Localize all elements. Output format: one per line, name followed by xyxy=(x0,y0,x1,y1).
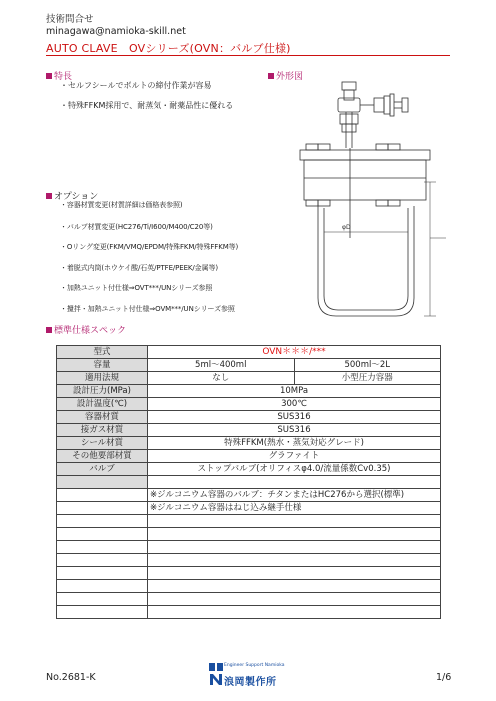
spec-row-value: 特殊FFKM(熱水・蒸気対応グレード) xyxy=(148,437,441,450)
model-label: 型式 xyxy=(57,346,148,359)
capacity-label: 容量 xyxy=(57,359,148,372)
company-logo-icon xyxy=(208,662,224,686)
title-divider xyxy=(46,55,450,56)
spec-row-label: バルブ xyxy=(57,463,148,476)
empty-label-cell xyxy=(57,567,148,580)
table-row xyxy=(57,528,441,541)
empty-value-cell xyxy=(148,515,441,528)
spec-row-label: 容器材質 xyxy=(57,411,148,424)
spec-row-label: シール材質 xyxy=(57,437,148,450)
table-row xyxy=(57,411,441,424)
table-row xyxy=(57,567,441,580)
table-row xyxy=(57,385,441,398)
bullet-square-icon xyxy=(46,73,52,79)
diameter-label: φD xyxy=(342,224,351,231)
empty-label-cell xyxy=(57,502,148,515)
table-row xyxy=(57,489,441,502)
empty-value-cell xyxy=(148,528,441,541)
spec-row-value: SUS316 xyxy=(148,411,441,424)
empty-label-cell xyxy=(57,515,148,528)
drawing-heading: 外形図 xyxy=(268,69,303,82)
spec-row-value: ストップバルブ(オリフィスφ4.0/流量係数Cv0.35) xyxy=(148,463,441,476)
law-large: 小型圧力容器 xyxy=(294,372,441,385)
autoclave-outline-drawing xyxy=(290,78,450,340)
table-row xyxy=(57,424,441,437)
table-row xyxy=(57,593,441,606)
contact-email[interactable]: minagawa@namioka-skill.net xyxy=(46,26,186,37)
law-small: なし xyxy=(148,372,295,385)
page-number: 1/6 xyxy=(436,672,452,683)
spec-row-value: 10MPa xyxy=(148,385,441,398)
table-row xyxy=(57,580,441,593)
table-row xyxy=(57,476,441,489)
option-item-5: ・加熱ユニット付仕様⇒OVT***/UNシリーズ参照 xyxy=(60,284,213,292)
empty-value-cell xyxy=(148,541,441,554)
note-1: ※ジルコニウム容器のバルブ：チタンまたはHC276から選択(標準) xyxy=(148,489,441,502)
features-heading: 特長 xyxy=(46,69,72,82)
spec-row-label: 設計圧力(MPa) xyxy=(57,385,148,398)
empty-label-cell xyxy=(57,476,148,489)
empty-value-cell xyxy=(148,567,441,580)
contact-block xyxy=(46,14,186,38)
empty-value-cell xyxy=(148,554,441,567)
law-label: 適用法規 xyxy=(57,372,148,385)
capacity-small: 5ml～400ml xyxy=(148,359,295,372)
spec-row-value: 300℃ xyxy=(148,398,441,411)
table-row xyxy=(57,359,441,372)
option-item-1: ・容器材質変更(材質詳細は価格表参照) xyxy=(60,201,183,209)
empty-value-cell xyxy=(148,476,441,489)
spec-row-label: その他要部材質 xyxy=(57,450,148,463)
note-2: ※ジルコニウム容器はねじ込み継手仕様 xyxy=(148,502,441,515)
company-name: 浪岡製作所 xyxy=(224,677,277,688)
feature-item-2: ・特殊FFKM採用で、耐蒸気・耐薬品性に優れる xyxy=(60,101,234,110)
empty-label-cell xyxy=(57,593,148,606)
empty-label-cell xyxy=(57,606,148,619)
table-row xyxy=(57,515,441,528)
option-item-6: ・攪拌・加熱ユニット付仕様⇒OVM***/UNシリーズ参照 xyxy=(60,305,235,313)
empty-label-cell xyxy=(57,489,148,502)
capacity-large: 500ml～2L xyxy=(294,359,441,372)
bullet-square-icon xyxy=(46,193,52,199)
spec-row-value: グラファイト xyxy=(148,450,441,463)
option-item-2: ・バルブ材質変更(HC276/Ti/I600/M400/C20等) xyxy=(60,223,213,231)
empty-label-cell xyxy=(57,580,148,593)
table-row xyxy=(57,554,441,567)
table-row xyxy=(57,372,441,385)
model-value: OVN＊＊＊/*** xyxy=(148,346,441,359)
option-item-3: ・Oリング変更(FKM/VMQ/EPDM/特殊FKM/特殊FFKM等) xyxy=(60,243,239,251)
spec-row-value: SUS316 xyxy=(148,424,441,437)
spec-heading: 標準仕様スペック xyxy=(46,323,126,336)
table-row xyxy=(57,463,441,476)
spec-row-label: 接ガス材質 xyxy=(57,424,148,437)
empty-label-cell xyxy=(57,528,148,541)
table-row xyxy=(57,502,441,515)
table-row xyxy=(57,541,441,554)
table-row xyxy=(57,606,441,619)
spec-row-label: 設計温度(℃) xyxy=(57,398,148,411)
company-tagline: Engineer Support Namioka xyxy=(224,663,285,668)
contact-label: 技術問合せ xyxy=(46,14,94,25)
table-row xyxy=(57,450,441,463)
feature-item-1: ・セルフシールでボルトの締付作業が容易 xyxy=(60,81,212,90)
table-row xyxy=(57,398,441,411)
document-number: No.2681-K xyxy=(46,672,96,683)
options-heading: オプション xyxy=(46,189,98,202)
bullet-square-icon xyxy=(46,327,52,333)
empty-value-cell xyxy=(148,580,441,593)
bullet-square-icon xyxy=(268,73,274,79)
empty-label-cell xyxy=(57,554,148,567)
table-row xyxy=(57,437,441,450)
empty-value-cell xyxy=(148,606,441,619)
spec-table xyxy=(56,345,441,619)
option-item-4: ・着脱式内筒(ホウケイ酸/石英/PTFE/PEEK/金属等) xyxy=(60,264,219,272)
table-row xyxy=(57,346,441,359)
page-title: AUTO CLAVE OVシリーズ(OVN：バルブ仕様) xyxy=(46,42,291,55)
empty-value-cell xyxy=(148,593,441,606)
empty-label-cell xyxy=(57,541,148,554)
